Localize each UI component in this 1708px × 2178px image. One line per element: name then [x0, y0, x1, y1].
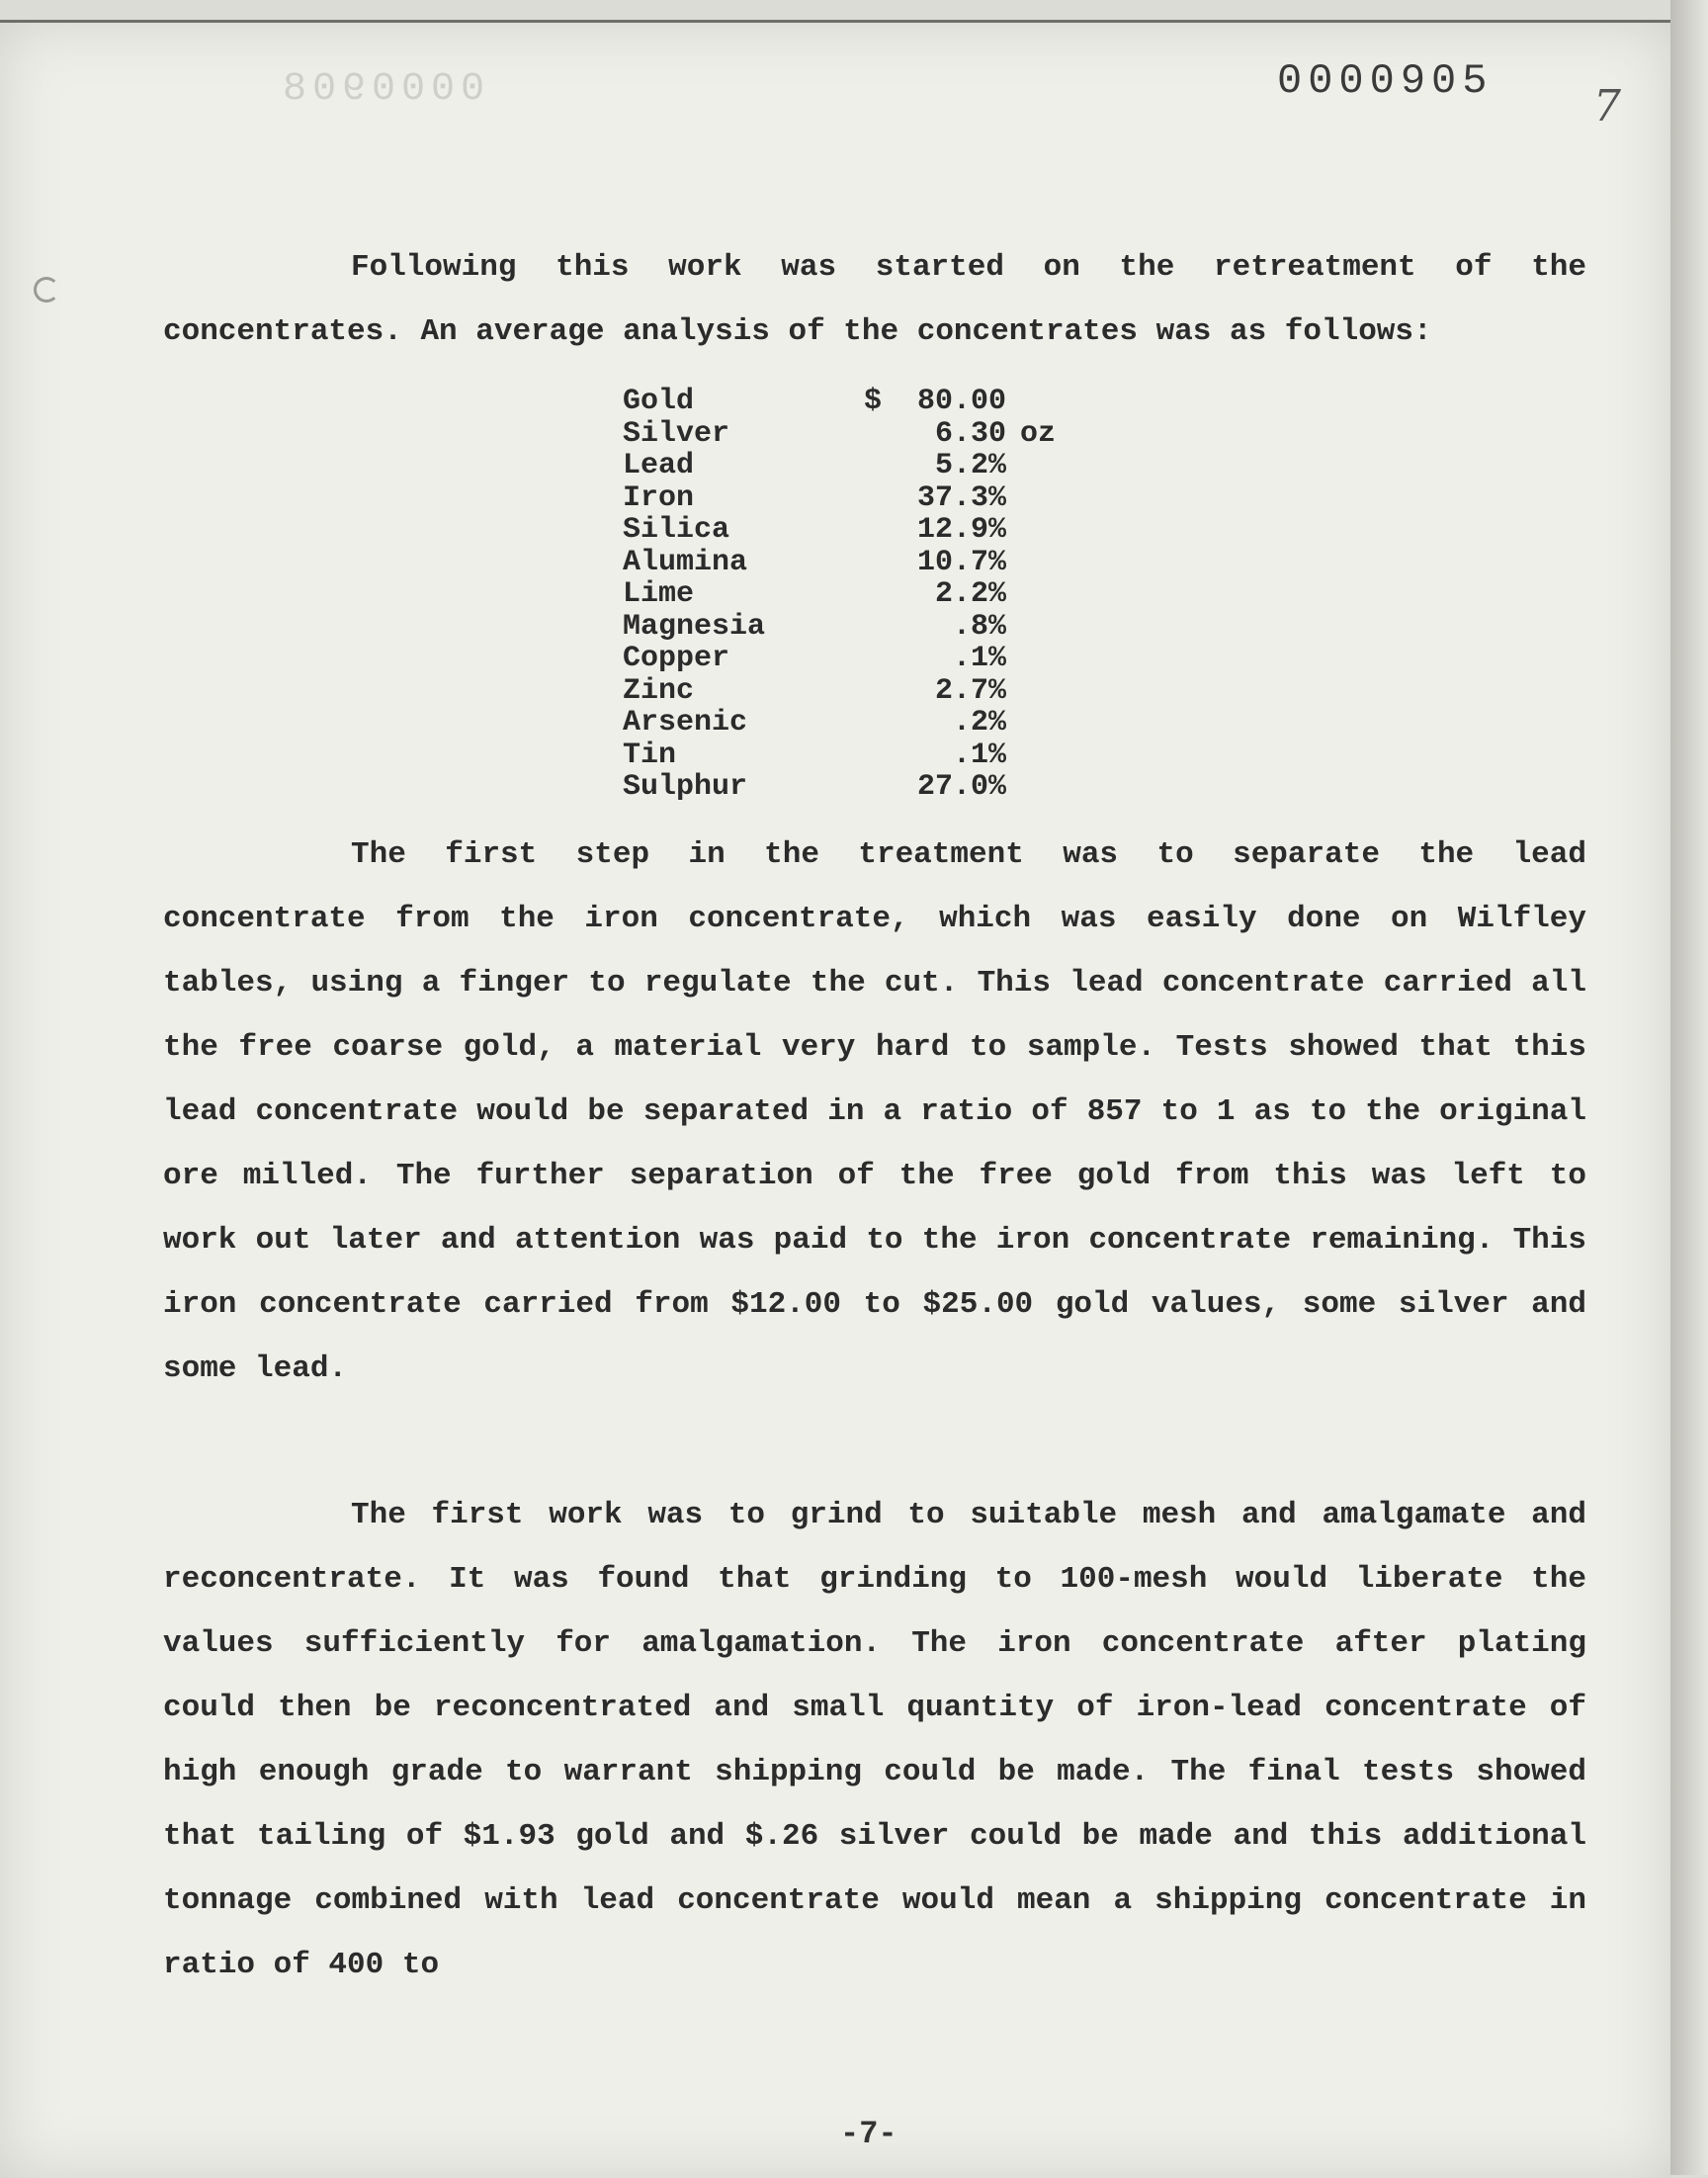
analysis-row — [623, 707, 1097, 740]
analysis-row — [623, 611, 1097, 644]
element-name: Arsenic — [623, 706, 748, 740]
element-unit — [1006, 771, 1020, 804]
element-value: 27.0% — [916, 770, 1006, 804]
element-unit — [1006, 547, 1020, 579]
page-edge — [1670, 0, 1708, 2175]
body-paragraph-treatment — [163, 823, 1586, 1401]
element-name: Silver — [623, 416, 730, 451]
paragraph-text: The first step in the treatment was to separate the lead concentrate from the iron concentrate, which was easily done on Wilfley tables, using a finger to regulate the cut. This lead concentrate carried all the free coarse gold, a material very hard to sample. Tests showed that this lead concentrate would be separated in a ratio of 857 to 1 as to the original ore milled. The further separation of the free gold from this was left to work out later and attention was paid to the iron concentrate remaining. This iron concentrate carried from $12.00 to $25.00 gold values, some silver and some lead. — [163, 837, 1586, 1386]
analysis-row — [623, 514, 1097, 547]
element-value: 5.2% — [934, 449, 1006, 482]
analysis-row — [623, 482, 1097, 515]
analysis-row — [623, 740, 1097, 772]
element-value: .2% — [952, 706, 1006, 740]
element-unit — [1006, 514, 1020, 547]
element-name: Gold — [623, 385, 695, 418]
punch-hole-mark — [34, 277, 59, 303]
element-value: .1% — [952, 642, 1006, 675]
element-unit — [1006, 578, 1020, 611]
element-unit — [1006, 450, 1020, 482]
ghost-document-number: 0000908 — [277, 67, 485, 112]
element-unit — [1006, 707, 1020, 740]
element-unit — [1006, 386, 1020, 418]
element-name: Magnesia — [623, 609, 766, 644]
intro-paragraph — [163, 235, 1586, 364]
analysis-row — [623, 547, 1097, 579]
analysis-table — [623, 386, 1097, 804]
analysis-row — [623, 643, 1097, 675]
document-number: 0000905 — [1277, 57, 1494, 105]
paragraph-text: The first work was to grind to suitable mesh and amalgamate and reconcentrate. It was found that grinding to 100-mesh would liberate the values sufficiently for amalgamation. The iron concentrate after plating could then be reconcentrated and small quantity of iron-lead concentrate of high enough grade to warrant shipping could be made. The final tests showed that tailing of $1.93 gold and $.26 silver could be made and this additional tonnage combined with lead concentrate would mean a shipping concentrate in ratio of 400 to — [163, 1498, 1586, 1982]
element-name: Silica — [623, 513, 730, 547]
element-unit — [1006, 643, 1020, 675]
analysis-row — [623, 675, 1097, 708]
analysis-row — [623, 771, 1097, 804]
element-value: .1% — [952, 738, 1006, 772]
handwritten-page-mark: 7 — [1593, 81, 1621, 131]
element-value: 37.3% — [916, 480, 1006, 515]
analysis-row — [623, 386, 1097, 418]
analysis-row — [623, 450, 1097, 482]
element-unit — [1006, 611, 1020, 644]
element-name: Copper — [623, 642, 730, 675]
element-unit — [1006, 482, 1020, 515]
element-value: $ 80.00 — [863, 385, 1006, 418]
intro-text: Following this work was started on the retreatment of the concentrates. An average analysis of the concentrates was as follows: — [163, 250, 1586, 349]
element-unit: oz — [1020, 416, 1057, 451]
element-unit — [1006, 675, 1020, 708]
element-name: Zinc — [623, 673, 695, 708]
element-value: 2.7% — [934, 673, 1006, 708]
page-number: -7- — [840, 2116, 897, 2152]
element-name: Lime — [623, 577, 695, 611]
element-name: Alumina — [623, 545, 748, 579]
element-value: 10.7% — [916, 545, 1006, 579]
analysis-row — [623, 418, 1097, 451]
element-value: .8% — [952, 609, 1006, 644]
analysis-row — [623, 578, 1097, 611]
element-name: Iron — [623, 480, 695, 515]
element-value: 12.9% — [916, 513, 1006, 547]
element-name: Tin — [623, 738, 677, 772]
element-unit — [1006, 740, 1020, 772]
element-value: 2.2% — [934, 577, 1006, 611]
element-value: 6.30 — [934, 416, 1006, 451]
element-name: Sulphur — [623, 770, 748, 804]
element-name: Lead — [623, 449, 695, 482]
body-paragraph-grinding — [163, 1483, 1586, 1997]
